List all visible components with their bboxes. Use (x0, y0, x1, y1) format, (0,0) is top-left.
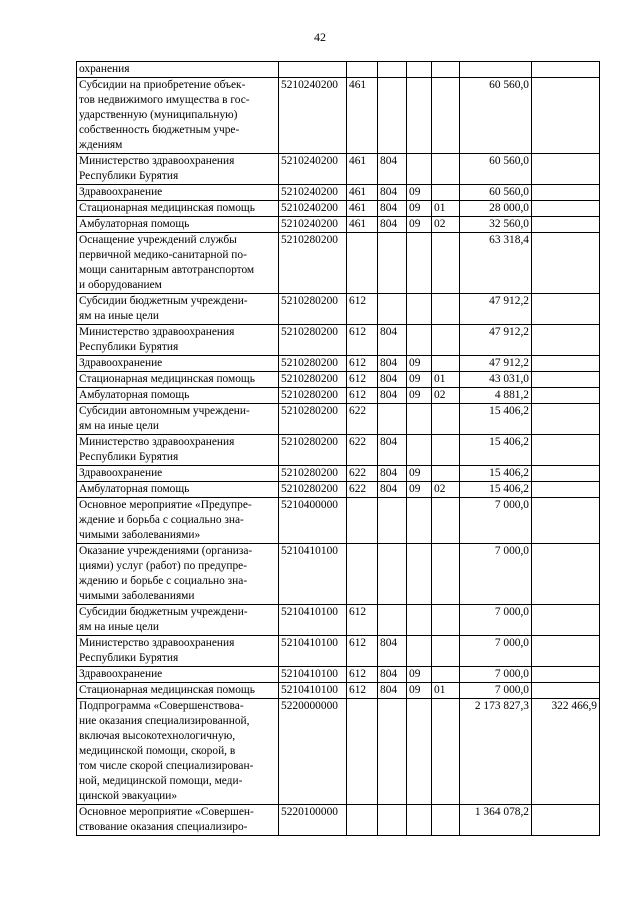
ministry-code-cell: 804 (378, 683, 407, 699)
subsection-cell (432, 544, 460, 605)
amount-extra-cell (532, 372, 600, 388)
ministry-code-cell: 804 (378, 372, 407, 388)
target-article-cell: 5210280200 (279, 482, 347, 498)
table-row (77, 482, 600, 498)
amount-extra-cell (532, 62, 600, 78)
expense-type-cell: 461 (347, 154, 378, 185)
amount-cell: 43 031,0 (460, 372, 532, 388)
ministry-code-cell (378, 544, 407, 605)
expense-type-cell: 612 (347, 683, 378, 699)
amount-extra-cell (532, 78, 600, 154)
expense-type-cell (347, 699, 378, 805)
table-row (77, 62, 600, 78)
section-cell (407, 233, 432, 294)
amount-extra-cell (532, 466, 600, 482)
amount-extra-cell (532, 185, 600, 201)
row-name-cell: Стационарная медицинская помощь (77, 372, 279, 388)
target-article-cell: 5210410100 (279, 605, 347, 636)
expense-type-cell (347, 62, 378, 78)
target-article-cell (279, 62, 347, 78)
amount-extra-cell (532, 498, 600, 544)
table-row (77, 683, 600, 699)
section-cell (407, 325, 432, 356)
expense-type-cell: 612 (347, 356, 378, 372)
amount-cell: 7 000,0 (460, 667, 532, 683)
table-row (77, 154, 600, 185)
subsection-cell (432, 605, 460, 636)
table-row (77, 636, 600, 667)
subsection-cell (432, 78, 460, 154)
amount-cell: 1 364 078,2 (460, 805, 532, 836)
amount-cell: 2 173 827,3 (460, 699, 532, 805)
amount-extra-cell (532, 154, 600, 185)
target-article-cell: 5210280200 (279, 325, 347, 356)
ministry-code-cell: 804 (378, 466, 407, 482)
section-cell (407, 636, 432, 667)
subsection-cell (432, 294, 460, 325)
amount-cell: 4 881,2 (460, 388, 532, 404)
target-article-cell: 5210410100 (279, 636, 347, 667)
expense-type-cell: 622 (347, 435, 378, 466)
amount-cell: 47 912,2 (460, 294, 532, 325)
amount-extra-cell (532, 544, 600, 605)
subsection-cell (432, 435, 460, 466)
ministry-code-cell: 804 (378, 325, 407, 356)
section-cell: 09 (407, 356, 432, 372)
amount-cell: 7 000,0 (460, 544, 532, 605)
row-name-cell: Основное мероприятие «Предупре- ждение и борьба с социально зна- чимыми заболеваниями» (77, 498, 279, 544)
ministry-code-cell: 804 (378, 667, 407, 683)
row-name-cell: Оснащение учреждений службы первичной медико-санитарной по- мощи санитарным автотранспортом и оборудованием (77, 233, 279, 294)
ministry-code-cell (378, 404, 407, 435)
expense-type-cell: 622 (347, 466, 378, 482)
expense-type-cell: 622 (347, 404, 378, 435)
amount-cell: 47 912,2 (460, 356, 532, 372)
row-name-cell: Здравоохранение (77, 466, 279, 482)
table-row (77, 78, 600, 154)
section-cell (407, 404, 432, 435)
section-cell: 09 (407, 372, 432, 388)
section-cell: 09 (407, 667, 432, 683)
target-article-cell: 5210280200 (279, 466, 347, 482)
amount-extra-cell (532, 636, 600, 667)
expense-type-cell: 461 (347, 185, 378, 201)
section-cell: 09 (407, 482, 432, 498)
target-article-cell: 5210240200 (279, 201, 347, 217)
subsection-cell: 02 (432, 482, 460, 498)
expense-type-cell: 612 (347, 667, 378, 683)
amount-cell (460, 62, 532, 78)
section-cell: 09 (407, 217, 432, 233)
amount-cell: 63 318,4 (460, 233, 532, 294)
subsection-cell: 01 (432, 683, 460, 699)
table-row (77, 233, 600, 294)
ministry-code-cell (378, 62, 407, 78)
amount-extra-cell (532, 356, 600, 372)
table-row (77, 294, 600, 325)
row-name-cell: Амбулаторная помощь (77, 482, 279, 498)
amount-cell: 47 912,2 (460, 325, 532, 356)
table-row (77, 325, 600, 356)
target-article-cell: 5210280200 (279, 294, 347, 325)
row-name-cell: Здравоохранение (77, 667, 279, 683)
table-row (77, 185, 600, 201)
amount-cell: 15 406,2 (460, 404, 532, 435)
expense-type-cell: 461 (347, 217, 378, 233)
ministry-code-cell (378, 233, 407, 294)
target-article-cell: 5220000000 (279, 699, 347, 805)
expense-type-cell (347, 805, 378, 836)
target-article-cell: 5210280200 (279, 435, 347, 466)
section-cell (407, 62, 432, 78)
row-name-cell: Министерство здравоохранения Республики Бурятия (77, 325, 279, 356)
target-article-cell: 5210280200 (279, 356, 347, 372)
amount-extra-cell (532, 683, 600, 699)
table-row (77, 217, 600, 233)
subsection-cell: 01 (432, 201, 460, 217)
subsection-cell (432, 185, 460, 201)
amount-cell: 15 406,2 (460, 435, 532, 466)
target-article-cell: 5210280200 (279, 404, 347, 435)
table-row (77, 201, 600, 217)
ministry-code-cell: 804 (378, 482, 407, 498)
table-row (77, 805, 600, 836)
ministry-code-cell: 804 (378, 217, 407, 233)
page-number: 42 (314, 30, 326, 44)
expense-type-cell (347, 544, 378, 605)
row-name-cell: Субсидии на приобретение объек- тов недвижимого имущества в гос- ударственную (муниципальную) собственность бюджетным учре- ждениям (77, 78, 279, 154)
ministry-code-cell: 804 (378, 388, 407, 404)
target-article-cell: 5210240200 (279, 154, 347, 185)
amount-extra-cell (532, 294, 600, 325)
amount-cell: 28 000,0 (460, 201, 532, 217)
subsection-cell (432, 699, 460, 805)
ministry-code-cell (378, 294, 407, 325)
table-row (77, 372, 600, 388)
table-row (77, 466, 600, 482)
section-cell (407, 294, 432, 325)
ministry-code-cell: 804 (378, 185, 407, 201)
subsection-cell: 02 (432, 388, 460, 404)
ministry-code-cell: 804 (378, 356, 407, 372)
amount-cell: 15 406,2 (460, 482, 532, 498)
section-cell: 09 (407, 185, 432, 201)
row-name-cell: Стационарная медицинская помощь (77, 201, 279, 217)
row-name-cell: Здравоохранение (77, 185, 279, 201)
expense-type-cell: 612 (347, 636, 378, 667)
target-article-cell: 5210280200 (279, 388, 347, 404)
amount-cell: 60 560,0 (460, 78, 532, 154)
row-name-cell: Министерство здравоохранения Республики Бурятия (77, 636, 279, 667)
section-cell: 09 (407, 201, 432, 217)
expense-type-cell: 612 (347, 372, 378, 388)
subsection-cell: 01 (432, 372, 460, 388)
row-name-cell: Подпрограмма «Совершенствова- ние оказания специализированной, включая высокотехнологичную, медицинской помощи, скорой, в том числе скорой специализирован- ной, медицинской помощи, меди- цинской эвакуации» (77, 699, 279, 805)
subsection-cell: 02 (432, 217, 460, 233)
amount-extra-cell (532, 388, 600, 404)
amount-cell: 7 000,0 (460, 605, 532, 636)
subsection-cell (432, 636, 460, 667)
target-article-cell: 5220100000 (279, 805, 347, 836)
target-article-cell: 5210280200 (279, 372, 347, 388)
ministry-code-cell: 804 (378, 201, 407, 217)
table-row (77, 699, 600, 805)
expense-type-cell: 461 (347, 78, 378, 154)
amount-extra-cell (532, 667, 600, 683)
target-article-cell: 5210400000 (279, 498, 347, 544)
amount-extra-cell (532, 233, 600, 294)
expense-type-cell: 461 (347, 201, 378, 217)
row-name-cell: Амбулаторная помощь (77, 217, 279, 233)
subsection-cell (432, 404, 460, 435)
row-name-cell: Амбулаторная помощь (77, 388, 279, 404)
amount-extra-cell (532, 482, 600, 498)
expense-type-cell: 612 (347, 388, 378, 404)
ministry-code-cell (378, 805, 407, 836)
table-row (77, 388, 600, 404)
expense-type-cell: 612 (347, 294, 378, 325)
table-row (77, 404, 600, 435)
amount-extra-cell (532, 217, 600, 233)
row-name-cell: Субсидии бюджетным учреждени- ям на иные цели (77, 605, 279, 636)
amount-cell: 15 406,2 (460, 466, 532, 482)
section-cell (407, 498, 432, 544)
budget-table-body (77, 62, 600, 836)
target-article-cell: 5210240200 (279, 78, 347, 154)
row-name-cell: охранения (77, 62, 279, 78)
table-row (77, 544, 600, 605)
expense-type-cell: 612 (347, 325, 378, 356)
subsection-cell (432, 667, 460, 683)
section-cell (407, 605, 432, 636)
row-name-cell: Субсидии автономным учреждени- ям на иные цели (77, 404, 279, 435)
section-cell (407, 154, 432, 185)
subsection-cell (432, 356, 460, 372)
section-cell (407, 78, 432, 154)
table-row (77, 435, 600, 466)
amount-extra-cell (532, 805, 600, 836)
subsection-cell (432, 805, 460, 836)
row-name-cell: Стационарная медицинская помощь (77, 683, 279, 699)
amount-cell: 7 000,0 (460, 683, 532, 699)
amount-extra-cell (532, 201, 600, 217)
subsection-cell (432, 466, 460, 482)
ministry-code-cell (378, 699, 407, 805)
ministry-code-cell: 804 (378, 636, 407, 667)
section-cell (407, 699, 432, 805)
row-name-cell: Основное мероприятие «Совершен- ствование оказания специализиро- (77, 805, 279, 836)
subsection-cell (432, 62, 460, 78)
subsection-cell (432, 154, 460, 185)
row-name-cell: Здравоохранение (77, 356, 279, 372)
section-cell (407, 544, 432, 605)
expense-type-cell: 622 (347, 482, 378, 498)
ministry-code-cell (378, 498, 407, 544)
section-cell (407, 805, 432, 836)
section-cell: 09 (407, 388, 432, 404)
amount-extra-cell (532, 325, 600, 356)
row-name-cell: Оказание учреждениями (организа- циями) услуг (работ) по предупре- ждению и борьбе с социально зна- чимыми заболеваниями (77, 544, 279, 605)
subsection-cell (432, 233, 460, 294)
ministry-code-cell: 804 (378, 154, 407, 185)
amount-extra-cell (532, 605, 600, 636)
expense-type-cell: 612 (347, 605, 378, 636)
expense-type-cell (347, 498, 378, 544)
subsection-cell (432, 325, 460, 356)
row-name-cell: Министерство здравоохранения Республики Бурятия (77, 154, 279, 185)
subsection-cell (432, 498, 460, 544)
table-row (77, 356, 600, 372)
amount-extra-cell (532, 404, 600, 435)
expense-type-cell (347, 233, 378, 294)
target-article-cell: 5210240200 (279, 217, 347, 233)
table-row (77, 498, 600, 544)
target-article-cell: 5210280200 (279, 233, 347, 294)
section-cell: 09 (407, 683, 432, 699)
amount-cell: 7 000,0 (460, 498, 532, 544)
section-cell (407, 435, 432, 466)
table-row (77, 605, 600, 636)
row-name-cell: Министерство здравоохранения Республики Бурятия (77, 435, 279, 466)
amount-cell: 32 560,0 (460, 217, 532, 233)
amount-cell: 60 560,0 (460, 185, 532, 201)
table-row (77, 667, 600, 683)
amount-extra-cell (532, 435, 600, 466)
ministry-code-cell: 804 (378, 435, 407, 466)
amount-cell: 60 560,0 (460, 154, 532, 185)
target-article-cell: 5210410100 (279, 683, 347, 699)
section-cell: 09 (407, 466, 432, 482)
ministry-code-cell (378, 605, 407, 636)
target-article-cell: 5210410100 (279, 544, 347, 605)
target-article-cell: 5210410100 (279, 667, 347, 683)
ministry-code-cell (378, 78, 407, 154)
amount-extra-cell: 322 466,9 (532, 699, 600, 805)
budget-table (76, 61, 600, 836)
amount-cell: 7 000,0 (460, 636, 532, 667)
row-name-cell: Субсидии бюджетным учреждени- ям на иные цели (77, 294, 279, 325)
target-article-cell: 5210240200 (279, 185, 347, 201)
